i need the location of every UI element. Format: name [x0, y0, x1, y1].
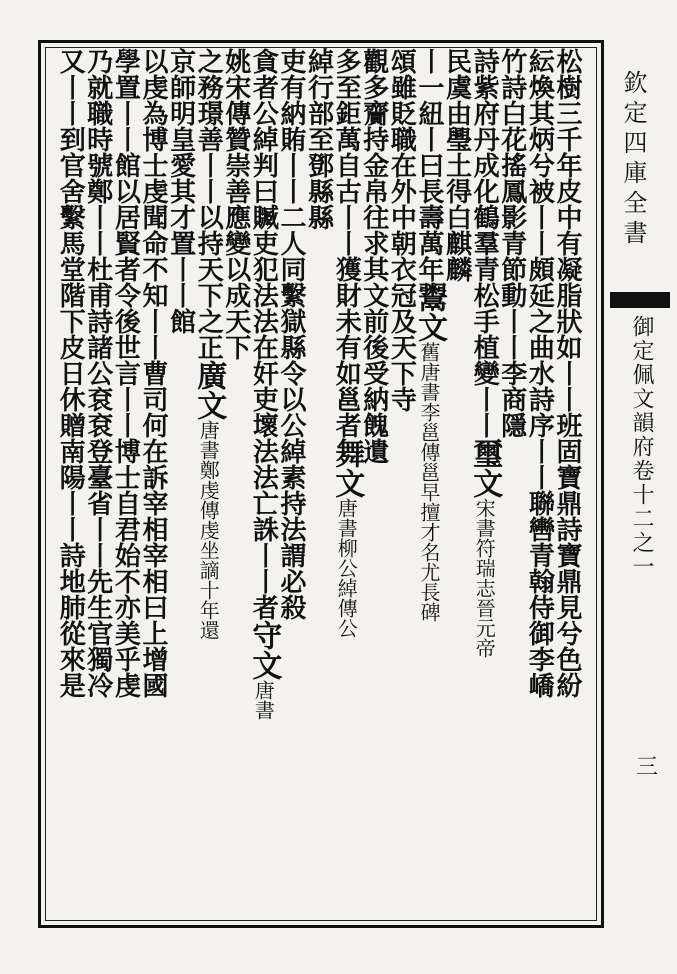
entry-text: 頌雖貶職在外中朝衣冠及天下寺 [386, 48, 417, 412]
entry-text: 者 [248, 594, 279, 620]
entry-text: 吏有納賄 [276, 48, 306, 152]
entry-text: 又 [55, 48, 86, 74]
entry-text: 觀多齎持金帛往求其文前後受納餽遺 [358, 48, 389, 464]
entry-text: 聯轡青翰侍御李嶠 [524, 490, 555, 698]
rhyme-heading: 舞文 [329, 438, 365, 498]
entry-text: 丨丨 [55, 490, 86, 542]
entry-text: 之務璟善 [193, 48, 224, 152]
entry-text: 丨丨 [276, 152, 306, 204]
citation-text: 唐書 [251, 680, 276, 720]
entry-text: 多至鉅萬自古 [331, 48, 362, 204]
margin-title: 欽定四庫全書 [619, 70, 647, 250]
text-column [524, 48, 554, 920]
rhyme-heading: 守文 [246, 620, 282, 680]
citation-text: 唐書鄭虔傳虔坐謫十年還 [196, 420, 221, 640]
entry-text: 詩紫府丹成化鶴羣青松手植變 [469, 48, 500, 386]
entry-text: 丨丨 [110, 100, 141, 152]
entry-text: 姚宋傳贊崇善應變以成天下 [220, 48, 251, 360]
entry-text: 丨一紐丨曰長壽萬年 [414, 48, 444, 282]
citation-text: 舊唐書李邕傳邕早擅才名尤長碑 [417, 342, 441, 622]
text-column [191, 48, 227, 920]
entry-text: 丨丨 [82, 204, 113, 256]
entry-text: 丨丨 [524, 438, 555, 490]
folio-number: 三 [636, 755, 659, 780]
entry-text: 丨丨 [55, 74, 86, 126]
text-column [304, 48, 334, 920]
text-column [412, 48, 447, 920]
entry-text: 以持天下之正 [193, 204, 224, 360]
entry-text: 館以居賢者令後世言 [110, 152, 141, 386]
entry-text: 到官舍繫馬堂階下皮日休贈南陽 [55, 126, 86, 490]
text-column [329, 48, 365, 920]
entry-text: 京師明皇愛其才置 [165, 48, 196, 256]
entry-text: 博士自君始不亦美乎虔 [110, 438, 141, 698]
entry-text: 學置 [110, 48, 141, 100]
text-column [166, 48, 196, 920]
text-column [552, 48, 582, 920]
entry-text: 松樹三千年皮中有凝脂狀如 [552, 48, 582, 360]
text-column [276, 48, 306, 920]
entry-text: 乃就職時號鄭 [82, 48, 113, 204]
text-column [467, 48, 503, 920]
entry-text: 杜甫詩諸公袞袞登臺省 [82, 256, 113, 516]
entry-text: 以虔為博士虔聞命不知 [138, 48, 168, 308]
entry-text: 丨丨 [496, 308, 527, 360]
entry-text: 紜煥其炳兮被 [524, 48, 555, 204]
entry-text: 丨丨 [524, 204, 555, 256]
entry-text: 竹詩白花搖鳳影青節動 [496, 48, 527, 308]
entry-text: 民虞由璺土得白麒麟 [441, 48, 472, 282]
citation-text: 唐書柳公綽傳公 [334, 498, 359, 638]
rhyme-heading: 璽文 [467, 438, 503, 498]
entry-text: 丨丨 [193, 152, 224, 204]
entry-text: 綽行部至鄧縣縣 [303, 48, 334, 230]
rhyme-heading: 廣文 [191, 360, 227, 420]
entry-text: 丨丨 [469, 386, 500, 438]
entry-text: 丨丨 [331, 204, 362, 256]
text-column [386, 48, 416, 920]
text-column [442, 48, 472, 920]
entry-text: 丨丨 [552, 360, 582, 412]
entry-text: 丨丨 [138, 308, 168, 360]
text-column [246, 48, 282, 920]
entry-text: 館 [165, 308, 196, 334]
entry-text: 丨丨 [82, 516, 113, 568]
margin-subtitle: 御定佩文韻府卷十二之一 [629, 315, 654, 579]
text-column [138, 48, 168, 920]
text-column [55, 48, 85, 920]
entry-text: 獲財未有如邕者 [331, 256, 362, 438]
fishtail-mark [610, 292, 670, 308]
text-column [83, 48, 113, 920]
text-column [110, 48, 140, 920]
entry-text: 貪者公綽判曰贓吏犯法法在奸吏壞法法亡誅 [248, 48, 279, 542]
entry-text: 二人同繫獄縣令以公綽素持法謂必殺 [276, 204, 306, 620]
entry-text: 曹司何在訴宰相宰相曰上增國 [138, 360, 168, 698]
entry-text: 頗延之曲水詩序 [524, 256, 555, 438]
entry-text: 李商隱 [496, 360, 527, 438]
entry-text: 丨丨 [248, 542, 279, 594]
entry-text: 詩地肺從來是 [55, 542, 86, 698]
entry-text: 先生官獨冷 [82, 568, 113, 698]
text-column [221, 48, 251, 920]
rhyme-heading: 鬻文 [412, 282, 447, 342]
citation-text: 宋書符瑞志晉元帝 [472, 498, 497, 658]
entry-text: 班固寶鼎詩寶鼎見兮色紛 [552, 412, 582, 698]
entry-text: 丨丨 [165, 256, 196, 308]
entry-text: 丨丨 [110, 386, 141, 438]
